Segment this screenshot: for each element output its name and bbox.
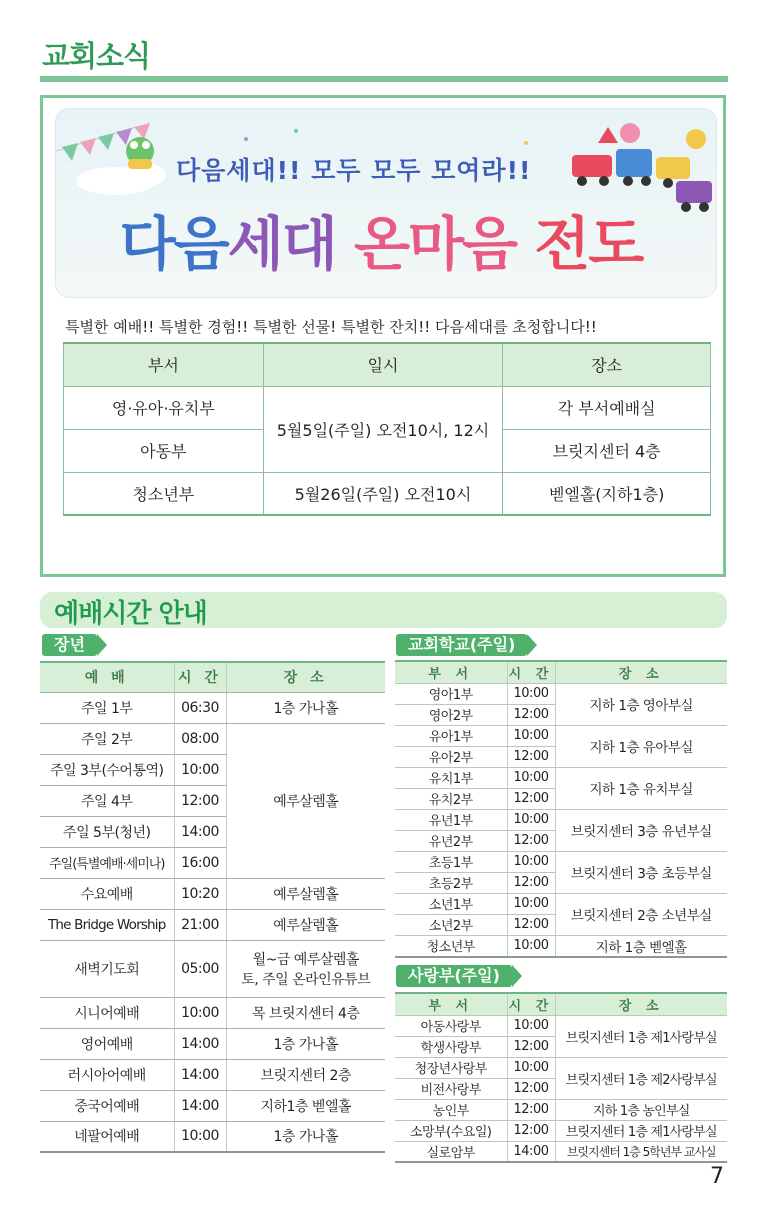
table-row bbox=[395, 1099, 727, 1120]
table-header-row bbox=[64, 343, 711, 386]
cell-name: 소년2부 bbox=[395, 914, 507, 935]
notice-box bbox=[40, 95, 726, 577]
cell-time: 12:00 bbox=[507, 746, 555, 767]
cell-time: 05:00 bbox=[174, 940, 226, 997]
cell-name: 네팔어예배 bbox=[40, 1121, 174, 1152]
cell-name: 러시아어예배 bbox=[40, 1059, 174, 1090]
table-row bbox=[40, 692, 385, 723]
cell-place: 지하 1층 영아부실 bbox=[555, 683, 727, 725]
cell-name: 영아1부 bbox=[395, 683, 507, 704]
cell-place: 1층 가나홀 bbox=[226, 1028, 385, 1059]
cell-time: 10:00 bbox=[507, 767, 555, 788]
column-header: 부 서 bbox=[395, 993, 507, 1015]
table-row bbox=[40, 909, 385, 940]
table-row bbox=[40, 997, 385, 1028]
school-worship-table bbox=[395, 660, 727, 958]
cell-time: 08:00 bbox=[174, 723, 226, 754]
table-row bbox=[395, 851, 727, 872]
cell-name: 중국어예배 bbox=[40, 1090, 174, 1121]
cell-time: 10:20 bbox=[174, 878, 226, 909]
cell-time: 14:00 bbox=[174, 1090, 226, 1121]
column-header: 시 간 bbox=[507, 661, 555, 683]
cell-time: 14:00 bbox=[174, 1028, 226, 1059]
cell-time: 12:00 bbox=[507, 1120, 555, 1141]
cell-name: 유년2부 bbox=[395, 830, 507, 851]
table-row bbox=[395, 1120, 727, 1141]
column-header: 시 간 bbox=[507, 993, 555, 1015]
adult-worship-table bbox=[40, 661, 385, 1153]
cell-name: 주일 1부 bbox=[40, 692, 174, 723]
school-tag: 교회학교(주일) bbox=[396, 634, 527, 656]
column-header: 장소 bbox=[503, 343, 711, 386]
cell-name: 청장년사랑부 bbox=[395, 1057, 507, 1078]
cell-place: 브릿지센터 1층 제1사랑부실 bbox=[555, 1120, 727, 1141]
cell-name: 주일 4부 bbox=[40, 785, 174, 816]
cell-dept: 영·유아·유치부 bbox=[64, 386, 264, 429]
table-header-row bbox=[395, 661, 727, 683]
cell-dept: 아동부 bbox=[64, 429, 264, 472]
table-row bbox=[395, 725, 727, 746]
cell-time: 12:00 bbox=[507, 872, 555, 893]
table-row bbox=[395, 767, 727, 788]
cell-place: 벧엘홀(지하1층) bbox=[503, 472, 711, 515]
cell-place: 예루살렘홀 bbox=[226, 878, 385, 909]
table-row bbox=[395, 1141, 727, 1162]
cell-place: 브릿지센터 1층 제2사랑부실 bbox=[555, 1057, 727, 1099]
cell-place: 브릿지센터 2층 bbox=[226, 1059, 385, 1090]
cell-place: 지하 1층 농인부실 bbox=[555, 1099, 727, 1120]
column-header: 장 소 bbox=[555, 661, 727, 683]
cell-name: 청소년부 bbox=[395, 935, 507, 957]
cell-name: 소망부(수요일) bbox=[395, 1120, 507, 1141]
cell-time: 5월5일(주일) 오전10시, 12시 bbox=[263, 386, 503, 472]
adult-tag: 장년 bbox=[42, 634, 97, 656]
event-table bbox=[63, 342, 711, 516]
column-header: 시 간 bbox=[174, 662, 226, 692]
cell-time: 10:00 bbox=[174, 1121, 226, 1152]
cell-name: 농인부 bbox=[395, 1099, 507, 1120]
cell-name: The Bridge Worship bbox=[40, 909, 174, 940]
table-row bbox=[64, 386, 711, 429]
column-header: 예 배 bbox=[40, 662, 174, 692]
cell-time: 21:00 bbox=[174, 909, 226, 940]
cell-place: 브릿지센터 3층 유년부실 bbox=[555, 809, 727, 851]
love-worship-table bbox=[395, 992, 727, 1163]
cell-name: 새벽기도회 bbox=[40, 940, 174, 997]
table-row bbox=[40, 723, 385, 754]
love-tag: 사랑부(주일) bbox=[396, 965, 512, 987]
cell-place: 브릿지센터 4층 bbox=[503, 429, 711, 472]
cell-time: 10:00 bbox=[507, 725, 555, 746]
cell-time: 12:00 bbox=[174, 785, 226, 816]
column-header: 일시 bbox=[263, 343, 503, 386]
cell-place: 브릿지센터 1층 5학년부 교사실 bbox=[555, 1141, 727, 1162]
cell-name: 주일 5부(청년) bbox=[40, 816, 174, 847]
invite-text: 특별한 예배!! 특별한 경험!! 특별한 선물! 특별한 잔치!! 다음세대를 초청합니다!! bbox=[65, 318, 597, 336]
cell-name: 비전사랑부 bbox=[395, 1078, 507, 1099]
cell-time: 14:00 bbox=[174, 1059, 226, 1090]
cell-place: 목 브릿지센터 4층 bbox=[226, 997, 385, 1028]
cell-time: 10:00 bbox=[507, 1057, 555, 1078]
cell-dept: 청소년부 bbox=[64, 472, 264, 515]
banner-title-word-3: 온마음 bbox=[353, 210, 517, 278]
cell-time: 12:00 bbox=[507, 914, 555, 935]
cell-place: 각 부서예배실 bbox=[503, 386, 711, 429]
table-row bbox=[395, 809, 727, 830]
cell-name: 유아2부 bbox=[395, 746, 507, 767]
cell-place: 예루살렘홀 bbox=[226, 909, 385, 940]
cell-time: 10:00 bbox=[507, 851, 555, 872]
table-row bbox=[395, 1057, 727, 1078]
cell-name: 수요예배 bbox=[40, 878, 174, 909]
table-row bbox=[64, 472, 711, 515]
place-line-1: 월~금 예루살렘홀 bbox=[252, 951, 359, 968]
banner-subtitle: 다음세대!! 모두 모두 모여라!! bbox=[176, 156, 532, 185]
cell-name: 학생사랑부 bbox=[395, 1036, 507, 1057]
cell-name: 유치1부 bbox=[395, 767, 507, 788]
table-row bbox=[395, 1015, 727, 1036]
column-header: 부 서 bbox=[395, 661, 507, 683]
event-banner bbox=[55, 108, 717, 298]
cell-place: 브릿지센터 1층 제1사랑부실 bbox=[555, 1015, 727, 1057]
cell-name: 초등2부 bbox=[395, 872, 507, 893]
cell-time: 10:00 bbox=[507, 683, 555, 704]
cell-name: 영아2부 bbox=[395, 704, 507, 725]
table-header-row bbox=[40, 662, 385, 692]
table-row bbox=[40, 878, 385, 909]
cell-name: 초등1부 bbox=[395, 851, 507, 872]
cell-time: 10:00 bbox=[507, 809, 555, 830]
column-header: 장 소 bbox=[226, 662, 385, 692]
page-number: 7 bbox=[710, 1164, 724, 1189]
banner-title-word-2: 세대 bbox=[227, 210, 336, 278]
title-rule bbox=[40, 76, 728, 82]
cell-time: 12:00 bbox=[507, 788, 555, 809]
table-header-row bbox=[395, 993, 727, 1015]
cell-place: 예루살렘홀 bbox=[226, 723, 385, 878]
cell-name: 주일(특별예배·세미나) bbox=[40, 847, 174, 878]
cell-place bbox=[226, 940, 385, 997]
banner-title-word-4: 전도 bbox=[534, 210, 643, 278]
cell-name: 유치2부 bbox=[395, 788, 507, 809]
cell-place: 지하 1층 유아부실 bbox=[555, 725, 727, 767]
cell-time: 10:00 bbox=[507, 1015, 555, 1036]
cell-time: 06:30 bbox=[174, 692, 226, 723]
cell-place: 지하 1층 벧엘홀 bbox=[555, 935, 727, 957]
worship-section-title: 예배시간 안내 bbox=[54, 599, 207, 629]
cell-place: 브릿지센터 2층 소년부실 bbox=[555, 893, 727, 935]
cell-time: 10:00 bbox=[174, 754, 226, 785]
cell-place: 지하1층 벧엘홀 bbox=[226, 1090, 385, 1121]
banner-title bbox=[76, 197, 686, 281]
table-row bbox=[40, 1090, 385, 1121]
cell-time: 12:00 bbox=[507, 704, 555, 725]
cell-name: 유아1부 bbox=[395, 725, 507, 746]
cell-place: 1층 가나홀 bbox=[226, 692, 385, 723]
table-row bbox=[40, 1121, 385, 1152]
cell-name: 아동사랑부 bbox=[395, 1015, 507, 1036]
cell-name: 소년1부 bbox=[395, 893, 507, 914]
cell-time: 5월26일(주일) 오전10시 bbox=[263, 472, 503, 515]
cell-name: 시니어예배 bbox=[40, 997, 174, 1028]
table-row bbox=[40, 940, 385, 997]
cell-time: 12:00 bbox=[507, 1078, 555, 1099]
cell-time: 14:00 bbox=[507, 1141, 555, 1162]
table-row bbox=[40, 1028, 385, 1059]
banner-title-word-1: 다음 bbox=[119, 210, 228, 278]
cell-name: 주일 2부 bbox=[40, 723, 174, 754]
cell-name: 영어예배 bbox=[40, 1028, 174, 1059]
column-header: 장 소 bbox=[555, 993, 727, 1015]
column-header: 부서 bbox=[64, 343, 264, 386]
cell-name: 주일 3부(수어통역) bbox=[40, 754, 174, 785]
table-row bbox=[395, 893, 727, 914]
cell-place: 1층 가나홀 bbox=[226, 1121, 385, 1152]
place-line-2: 토, 주일 온라인유튜브 bbox=[241, 971, 371, 988]
cell-time: 14:00 bbox=[174, 816, 226, 847]
cell-time: 10:00 bbox=[174, 997, 226, 1028]
cell-time: 12:00 bbox=[507, 830, 555, 851]
cell-place: 지하 1층 유치부실 bbox=[555, 767, 727, 809]
cell-name: 실로암부 bbox=[395, 1141, 507, 1162]
cell-time: 12:00 bbox=[507, 1036, 555, 1057]
page-title: 교회소식 bbox=[42, 39, 151, 73]
cell-time: 10:00 bbox=[507, 935, 555, 957]
table-row bbox=[40, 1059, 385, 1090]
cell-time: 16:00 bbox=[174, 847, 226, 878]
cell-name: 유년1부 bbox=[395, 809, 507, 830]
table-row bbox=[395, 683, 727, 704]
cell-place: 브릿지센터 3층 초등부실 bbox=[555, 851, 727, 893]
table-row bbox=[395, 935, 727, 957]
cell-time: 12:00 bbox=[507, 1099, 555, 1120]
cell-time: 10:00 bbox=[507, 893, 555, 914]
